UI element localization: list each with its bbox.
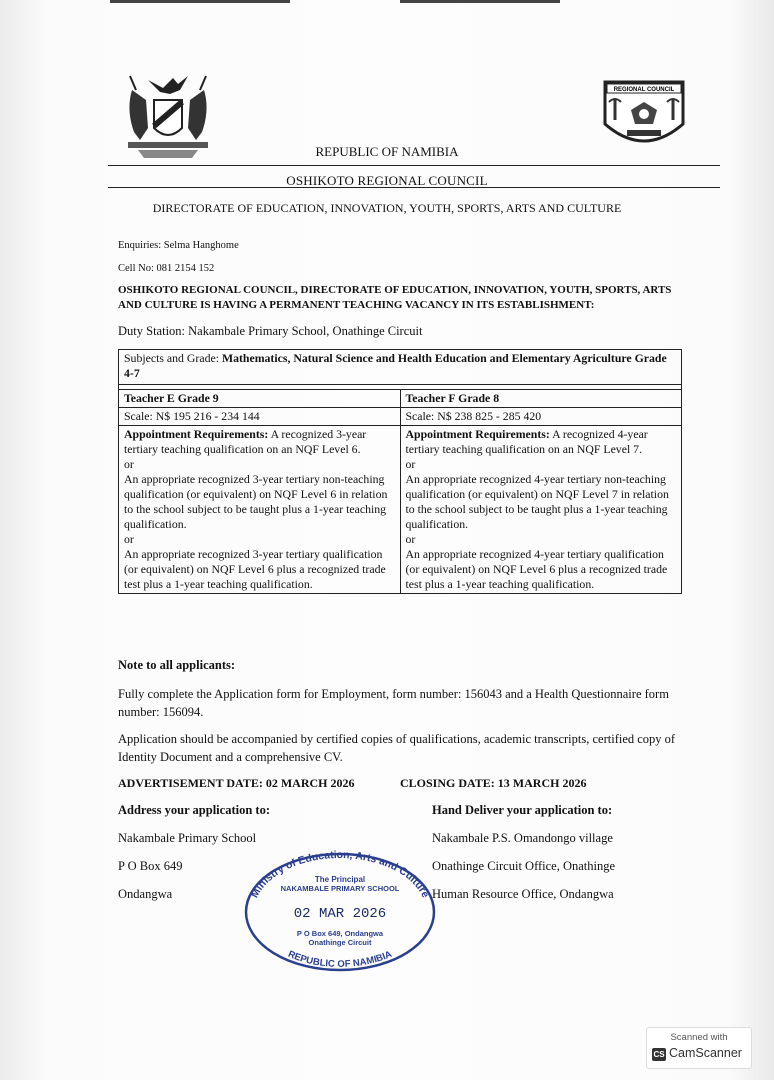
or-label: or: [124, 532, 134, 546]
svg-text:REPUBLIC OF NAMIBIA: [286, 949, 393, 970]
grade-heading: Teacher F Grade 8: [400, 390, 682, 408]
requirements-text: A recognized 3-year tertiary teaching qualification on an NQF Level 6.: [124, 427, 367, 456]
requirements-cell: [119, 426, 401, 594]
stamp-line: NAKAMBALE PRIMARY SCHOOL: [280, 884, 400, 893]
camscanner-logo-icon: CS: [653, 1050, 665, 1059]
directorate-heading: DIRECTORATE OF EDUCATION, INNOVATION, YOUTH, SPORTS, ARTS AND CULTURE: [152, 201, 622, 215]
divider: [108, 187, 720, 188]
or-label: or: [124, 457, 134, 471]
alternative-requirement: An appropriate recognized 4-year tertiary qualification (or equivalent) on NQF Level 6 plus a recognized trade test plus a 1-year teaching qualification.: [405, 547, 668, 591]
alternative-requirement: An appropriate recognized 3-year tertiary qualification (or equivalent) on NQF Level 6 plus a recognized trade test plus a 1-year teaching qualification.: [124, 547, 386, 591]
grade-heading: Teacher E Grade 9: [119, 390, 401, 408]
requirements-cell: [400, 426, 682, 594]
stamp-line: Onathinge Circuit: [308, 938, 372, 947]
requirements-label: Appointment Requirements:: [124, 427, 269, 441]
subjects-value: Mathematics, Natural Science and Health Education and Elementary Agriculture Grade 4-7: [124, 351, 667, 380]
republic-heading: REPUBLIC OF NAMIBIA: [315, 144, 459, 159]
hand-deliver-heading: Hand Deliver your application to:: [432, 803, 613, 817]
official-stamp: [242, 850, 438, 972]
delivery-line: Nakambale P.S. Omandongo village: [432, 831, 613, 845]
alternative-requirement: An appropriate recognized 3-year tertiary non-teaching qualification (or equivalent) on NQF Level 6 in relation to the school subject to be taught plus a 1-year teaching qualification.: [124, 472, 388, 531]
stamp-line: The Principal: [314, 875, 366, 884]
address-line: Nakambale Primary School: [118, 831, 257, 845]
top-edge-shadow: [110, 0, 290, 3]
address-line: Ondangwa: [118, 887, 173, 901]
delivery-line: Human Resource Office, Ondangwa: [432, 887, 614, 901]
notes-heading: Note to all applicants:: [118, 658, 236, 672]
notes-paragraph: Fully complete the Application form for Employment, form number: 156043 and a Health Questionnaire form number: 156094.: [118, 687, 669, 719]
watermark-brand: CamScanner: [669, 1046, 742, 1060]
subjects-cell: [119, 350, 682, 385]
vacancy-table: [118, 349, 682, 594]
seal-title: REGIONAL COUNCIL: [613, 87, 675, 93]
enquiries-line: Enquiries: Selma Hanghome: [118, 240, 239, 251]
stamp-arc-top: Ministry of Education, Arts and Culture: [248, 850, 432, 900]
or-label: or: [405, 532, 416, 546]
subjects-label: Subjects and Grade:: [124, 351, 222, 365]
stamp-arc-bottom: REPUBLIC OF NAMIBIA: [286, 948, 394, 970]
watermark-caption: Scanned with: [670, 1032, 728, 1043]
vacancy-intro: OSHIKOTO REGIONAL COUNCIL, DIRECTORATE OF EDUCATION, INNOVATION, YOUTH, SPORTS, ARTS AND CULTURE IS HAVING A PERMANENT TEACHING VACANCY IN ITS ESTABLISHMENT:: [118, 284, 672, 311]
camscanner-watermark: [646, 1027, 752, 1069]
salary-scale: Scale: N$ 195 216 - 234 144: [119, 408, 401, 426]
notes-paragraph: Application should be accompanied by certified copies of qualifications, academic transcripts, certified copy of Identity Document and a comprehensive CV.: [118, 732, 676, 764]
cell-number: Cell No: 081 2154 152: [118, 263, 215, 274]
address-line: P O Box 649: [118, 859, 183, 873]
or-label: or: [405, 457, 416, 471]
duty-station: Duty Station: Nakambale Primary School, Onathinge Circuit: [118, 324, 423, 338]
alternative-requirement: An appropriate recognized 4-year tertiary non-teaching qualification (or equivalent) on NQF Level 7 in relation to the school subject to be taught plus a 1-year teaching qualification.: [405, 472, 669, 531]
delivery-line: Onathinge Circuit Office, Onathinge: [432, 859, 616, 873]
advertisement-date: ADVERTISEMENT DATE: 02 MARCH 2026: [118, 776, 355, 790]
closing-date: CLOSING DATE: 13 MARCH 2026: [400, 776, 587, 790]
requirements-text: A recognized 4-year tertiary teaching qualification on an NQF Level 7.: [405, 427, 648, 456]
salary-scale: Scale: N$ 238 825 - 285 420: [400, 408, 682, 426]
council-heading: OSHIKOTO REGIONAL COUNCIL: [286, 173, 488, 188]
requirements-label: Appointment Requirements:: [405, 427, 550, 441]
top-edge-shadow: [400, 0, 560, 3]
stamp-line: P O Box 649, Ondangwa: [296, 929, 384, 938]
stamp-date: 02 MAR 2026: [293, 906, 387, 922]
address-heading: Address your application to:: [118, 803, 270, 817]
divider: [108, 165, 720, 166]
regional-council-seal-icon: [603, 80, 685, 152]
